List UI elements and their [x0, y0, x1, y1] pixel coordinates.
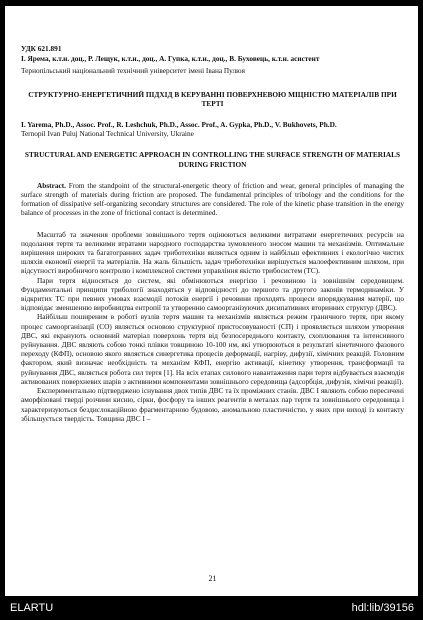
page-number: 21: [208, 574, 217, 583]
scan-border-top: [0, 0, 423, 6]
paragraph: Масштаб та значення проблеми зовнішнього тертя оцінюються великими витратами енергетичних ресурсів на подолання тертя та великими втратами народного господарства зумовленого зносом машин та механізмів. Оптимальне вирішення широких та багатогранних задач триботехніки являється одним із найбільш ефективних і екологічно чистих шляхів економії енергії та матеріалів. На жаль більшість задач триботехніки вирішується малоефективним шляхом, при відсутності виробничого контролю і комплексної системи управління якістю трибосистем (ТС).: [21, 229, 404, 276]
scan-border-left: [0, 0, 5, 596]
body-text: [21, 230, 404, 423]
authors-ukrainian: І. Ярема, к.т.н. доц., Р. Лещук, к.т.н., доц., А. Гупка, к.т.н., доц., В. Буховець, к.т.н. асистент: [21, 54, 320, 64]
affiliation-ukrainian: Тернопільський національний технічний університет імені Івана Пулюя: [21, 66, 245, 76]
scan-border-right: [418, 0, 423, 596]
repository-footer-bar: [0, 596, 423, 620]
authors-english: I. Yarema, Ph.D., Assoc. Prof., R. Leshchuk, Ph.D., Assoc. Prof., A. Gypka, Ph.D., V. Bukhovets, Ph.D.: [21, 120, 337, 130]
handle-identifier[interactable]: hdl:lib/39156: [351, 602, 414, 614]
document-page: [21, 44, 405, 583]
udk-code: УДК 621.891: [21, 44, 62, 53]
title-english: STRUCTURAL AND ENERGETIC APPROACH IN CONTROLLING THE SURFACE STRENGTH OF MATERIALS DURING FRICTION: [24, 150, 401, 169]
paragraph: Найбільш поширеним в роботі вузлів тертя машин та механізмів являється режим граничного тертя, при якому процес самоорганізації (СО) являється основою структурної пристосовуваності (СП) і проявляється шляхом утворення ДВС, які екранують основний матеріал поверхонь тертя від безпосереднього контакту, схоплювання та інтенсивного руйнування. ДВС являють собою тонкі плівки товщиною 10-100 нм, які утворюються в результаті кінетичного фазового переходу (КФП), основою якого являється синергетика процесів деформації, нагріву, дифузії, хімічних реакцій. Головним фактором, який визначає необхідність та механізм КФП, енергію активації, кінетику утворення, трансформації та руйнування ДВС, являється робота сил тертя [1]. На всіх етапах силового навантаження пари тертя відбувається взаємодія активованих поверхневих шарів з активними компонентами зовнішнього середовища (адсорбція, дифузія, хімічні реакції).: [21, 312, 404, 386]
paragraph: Пари тертя відносяться до систем, які обмінюються енергією і речовиною із зовнішнім середовищем. Фундаментальні принципи трибології знаходяться у відповідності до першого та другого законів термодинаміки. У відкритих ТС при певних умовах взаємодії потоків енергії і речовини проходять процеси впорядкування матерії, що відповідає зменшенню виробництва ентропії та утворенню самоорганізуючих дисипативних вторинних структур (ДВС).: [21, 275, 404, 313]
abstract-text: From the standpoint of the structural-energetic theory of friction and wear, general principles of managing the surface strength of materials during friction are proposed. The fundamental principles of tribology and the conditions for the formation of dissipative self-organizing secondary structures are considered. The role of the kinetic phase transition in the energy balance of processes in the zone of frictional contact is determined.: [21, 180, 405, 218]
abstract: [21, 181, 404, 218]
title-ukrainian: СТРУКТУРНО-ЕНЕРГЕТИЧНИЙ ПІДХІД В КЕРУВАННІ ПОВЕРХНЕВОЮ МІЦНІСТЮ МАТЕРІАЛІВ ПРИ ТЕРТІ: [28, 89, 397, 108]
affiliation-english: Ternopil Ivan Puluj National Technical University, Ukraine: [21, 129, 194, 139]
repository-name: ELARTU: [10, 602, 54, 614]
paragraph: Експериментально підтверджено існування двох типів ДВС та їх проміжних станів. ДВС І являють собою пересичені аморфізовані тверді розчини кисню, сірки, фосфору та інших реагентів в металах пар тертя та зовнішнього середовища і характеризуються бездислокаційною фрагментарною будовою, аномальною пластичністю, у яких при виході із контакту збільшується твердість. Товщина ДВС І –: [21, 386, 404, 423]
abstract-label: Abstract.: [37, 180, 66, 190]
